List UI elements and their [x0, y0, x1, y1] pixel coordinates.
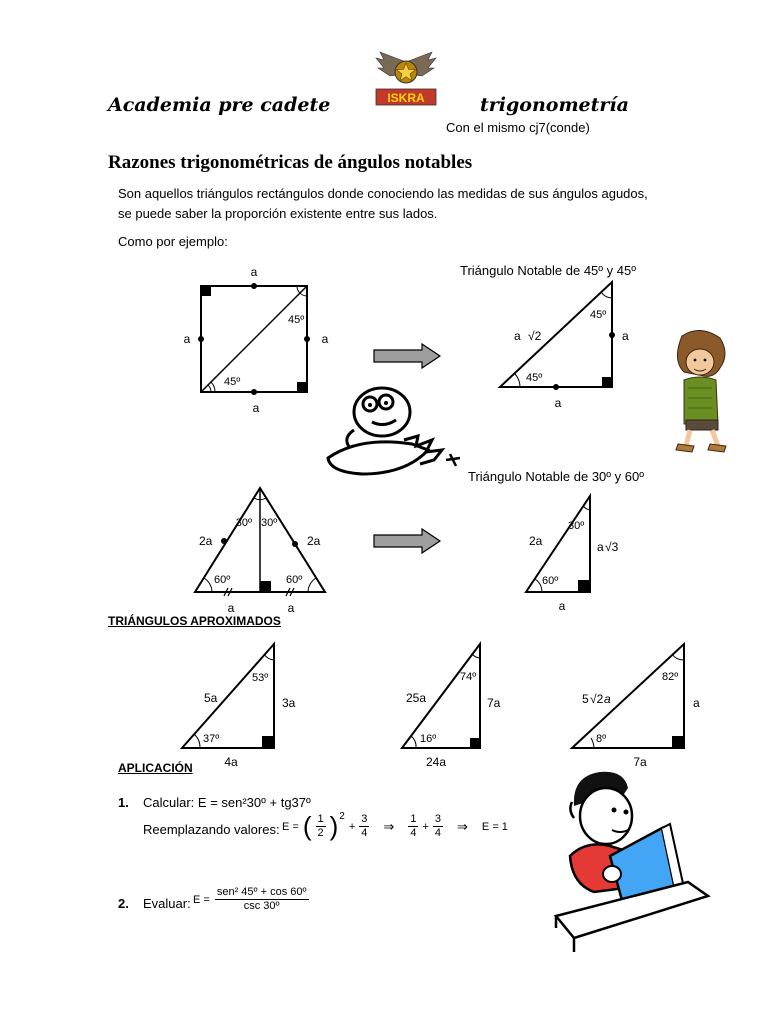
eq-angle-left-top: 30º [235, 517, 252, 529]
application-title: APLICACIÓN [118, 761, 193, 775]
problem-1-expression: E = ( $\frac{1}{2}$ ) 2 + $\frac{3}{4}$ ⇒ $\frac{1}{4}$ + $\frac{3}{4}$ ⇒ E = 1 [282, 811, 508, 841]
expr-arrow-2: ⇒ [457, 818, 468, 834]
eq-side-right: 2a [307, 534, 321, 548]
t1-side: 3a [282, 696, 296, 710]
t2-side: 7a [487, 696, 501, 710]
problem-1-number: 1. [118, 795, 129, 810]
tri3060-hyp: 2a [529, 534, 543, 548]
p2-e-eq: E = [193, 893, 210, 906]
f1-den: 2 [317, 827, 324, 839]
tri3060-base: a [558, 599, 566, 613]
f2-den: 4 [361, 827, 368, 839]
t3-hyp-b: a [604, 692, 611, 706]
f1-num: 1 [317, 813, 324, 825]
tri45-hyp-sqrt: √2 [528, 329, 542, 343]
square-angle-bottom: 45º [224, 376, 241, 388]
section-title: Razones trigonométricas de ángulos notables [108, 152, 473, 173]
t3-angle-top: 82º [662, 671, 679, 683]
f4-num: 3 [434, 813, 442, 825]
expr-plus: + [348, 820, 356, 833]
tri45-angle-bottom: 45º [526, 372, 543, 384]
triangle-30-60 [520, 492, 640, 617]
t1-angle-bottom: 37º [203, 733, 220, 745]
tri3060-side-sqrt: √3 [605, 540, 619, 554]
problem-2-expression [193, 886, 309, 913]
t3-side: a [693, 696, 700, 710]
intro-example: Como por ejemplo: [118, 234, 228, 249]
header-title-right: trigonometría [480, 94, 629, 116]
tri3060-side-a: a [597, 540, 604, 554]
intro-line-2: se puede saber la proporción existente entre sus lados. [118, 206, 438, 221]
tri45-angle-top: 45º [590, 309, 607, 321]
expr-arrow-1: ⇒ [383, 818, 395, 834]
square-label-right: a [321, 332, 329, 346]
eq-base-right: a [287, 601, 295, 615]
f4-den: 4 [434, 827, 442, 839]
tri45-title: Triángulo Notable de 45º y 45º [460, 263, 636, 278]
square-angle-top: 45º [288, 314, 305, 326]
triangle-45-45 [490, 278, 640, 413]
expr-exp: 2 [339, 811, 345, 822]
arrow-right-icon-2 [372, 528, 442, 554]
f3-den: 4 [410, 827, 417, 839]
t3-hyp-a: 5 [582, 692, 589, 706]
problem-1-replace: Reemplazando valores: [143, 822, 280, 837]
square-label-bottom: a [252, 401, 260, 415]
t2-hyp: 25a [406, 691, 427, 705]
equilateral-triangle [190, 484, 335, 619]
t1-base: 4a [224, 755, 238, 769]
t3-angle-bottom: 8º [596, 733, 607, 745]
header-title-left: Academia pre cadete [108, 94, 331, 116]
problem-2-text: Evaluar: [143, 896, 191, 911]
problem-2-number: 2. [118, 896, 129, 911]
tri3060-title: Triángulo Notable de 30º y 60º [468, 469, 644, 484]
header-subtitle: Con el mismo cj7(conde) [446, 120, 590, 135]
tri45-hyp-a: a [514, 329, 521, 343]
eq-angle-right-top: 30º [261, 517, 278, 529]
f2-num: 3 [361, 813, 368, 825]
eq-angle-right: 60º [286, 574, 303, 586]
problem-1-text: Calcular: E = sen²30º + tg37º [143, 795, 311, 810]
approx-triangle-8-82 [566, 640, 706, 772]
logo-text: ISKRA [387, 91, 425, 105]
f3-num: 1 [410, 813, 417, 825]
t1-hyp: 5a [204, 691, 218, 705]
square-label-top: a [250, 265, 258, 279]
cartoon-girl-illustration [664, 328, 736, 456]
expr-result: E = 1 [481, 820, 508, 833]
t3-base: 7a [633, 755, 647, 769]
t2-angle-top: 74º [460, 671, 477, 683]
t2-angle-bottom: 16º [420, 733, 437, 745]
square-label-left: a [183, 332, 191, 346]
t1-angle-top: 53º [252, 672, 269, 684]
eq-angle-left: 60º [214, 574, 231, 586]
expr-plus-2: + [422, 820, 429, 833]
approx-triangle-16-74 [396, 640, 516, 772]
intro-line-1: Son aquellos triángulos rectángulos donde conociendo las medidas de sus ángulos agudos, [118, 186, 648, 201]
t2-base: 24a [425, 755, 447, 769]
tri45-side: a [622, 329, 629, 343]
iskra-logo [374, 48, 438, 110]
arrow-right-icon [372, 343, 442, 369]
p2-den: csc 30º [243, 900, 280, 912]
tri45-base: a [554, 396, 562, 410]
tri3060-angle-top: 30º [568, 520, 585, 532]
thinking-character-illustration [320, 378, 470, 480]
expr-e-eq: E = [282, 820, 299, 833]
eq-side-left: 2a [199, 534, 213, 548]
approx-title: TRIÁNGULOS APROXIMADOS [108, 614, 281, 628]
t3-hyp-sqrt: √2 [590, 692, 604, 706]
p2-num: sen² 45º + cos 60º [216, 886, 307, 898]
approx-triangle-37-53 [176, 640, 306, 772]
reading-boy-illustration [552, 766, 712, 956]
tri3060-angle-bottom: 60º [542, 575, 559, 587]
eq-base-left: a [227, 601, 235, 615]
